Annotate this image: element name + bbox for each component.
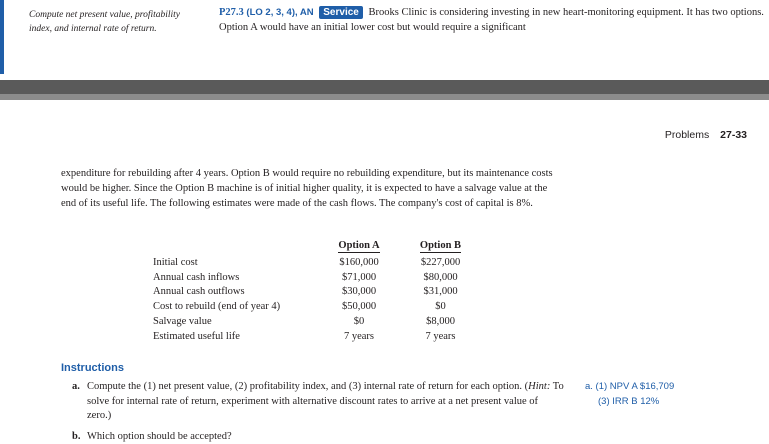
- option-b-value: 7 years: [425, 330, 456, 342]
- instructions-heading: Instructions: [61, 362, 124, 374]
- instruction-text: Compute the (1) net present value, (2) profitability index, and (3) internal rate of return for each option. (Hint: To solve for internal rate of return, experiment with alternative discount rates to arrive at a net present value of zero.): [87, 381, 564, 421]
- page-break-divider-shadow: [0, 94, 769, 100]
- continuation-paragraph: expenditure for rebuilding after 4 years. Option B would require no rebuilding expenditure, but its maintenance costs would be higher. Since the Option B machine is of initial higher quality, it is expected to have a salvage value at the end of its useful life. The following estimates were made of the cash flows. The company's cost of capital is 8%.: [61, 168, 553, 209]
- option-b-value: $8,000: [426, 315, 455, 327]
- table-header-blank: [153, 236, 319, 256]
- check-figure-irr: (3) IRR B 12%: [598, 395, 660, 407]
- problem-header: [219, 5, 764, 35]
- option-a-value: $50,000: [341, 301, 377, 313]
- table-row: [153, 330, 482, 345]
- instruction-letter: a.: [72, 381, 80, 392]
- row-label: Salvage value: [153, 315, 212, 327]
- option-b-value: $31,000: [423, 286, 458, 298]
- table-header-row: [153, 236, 482, 256]
- table-row: [153, 300, 482, 315]
- row-label: Cost to rebuild (end of year 4): [153, 301, 281, 313]
- option-b-value: $0: [435, 301, 446, 313]
- problem-number: P27.3: [219, 7, 244, 18]
- check-figures: [585, 380, 674, 409]
- column-header-option-b: Option B: [419, 239, 462, 251]
- service-badge: Service: [319, 6, 363, 19]
- table-row: [153, 285, 482, 300]
- instructions-list: [72, 380, 564, 444]
- margin-note: Compute net present value, profitability index, and internal rate of return.: [29, 10, 181, 34]
- hint-label: Hint:: [528, 381, 551, 392]
- table-row: [153, 271, 482, 286]
- page-break-divider: [0, 80, 769, 94]
- option-b-value: $227,000: [420, 257, 461, 268]
- row-label: Annual cash outflows: [153, 286, 245, 298]
- row-label: Initial cost: [153, 257, 198, 268]
- instruction-letter: b.: [72, 430, 81, 442]
- option-a-value: $160,000: [339, 257, 379, 268]
- instruction-item-b: [72, 430, 564, 444]
- row-label: Estimated useful life: [153, 330, 240, 342]
- option-b-value: $80,000: [423, 271, 458, 283]
- row-label: Annual cash inflows: [153, 271, 240, 283]
- problem-intro-text: Brooks Clinic is considering investing in new heart-monitoring equipment. It has two options. Option A would have an initial lower cost but would require a significant: [219, 7, 764, 33]
- running-head: [665, 129, 747, 141]
- table-row: [153, 256, 482, 271]
- cash-flow-table: [153, 236, 482, 344]
- option-a-value: $30,000: [341, 286, 377, 298]
- hint-text: To solve for internal rate of return, experiment with alternative discount rates to arrive at a net present value of zero.: [87, 381, 564, 421]
- check-figure-npv: a. (1) NPV A $16,709: [585, 381, 675, 392]
- learning-objective-tag: (LO 2, 3, 4), AN: [246, 7, 314, 18]
- page-number: 27-33: [720, 129, 747, 141]
- running-head-section: Problems: [664, 129, 710, 141]
- table-row: [153, 315, 482, 330]
- option-a-value: $71,000: [341, 271, 377, 283]
- column-header-option-a: Option A: [338, 239, 380, 251]
- instruction-text: Which option should be accepted?: [87, 430, 232, 442]
- option-a-value: 7 years: [343, 330, 375, 342]
- margin-accent-rule: [0, 0, 4, 74]
- option-a-value: $0: [353, 315, 365, 327]
- instruction-item-a: [72, 380, 564, 424]
